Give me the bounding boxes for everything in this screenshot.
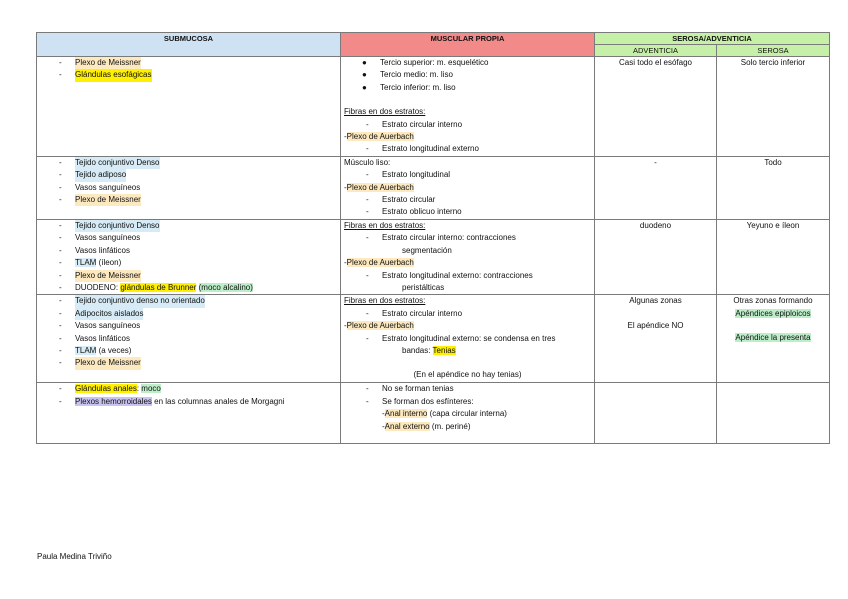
list-item: Tejido conjuntivo denso no orientado — [75, 295, 205, 307]
apendice-presenta: Apéndice la presenta — [735, 333, 811, 343]
table-row — [37, 57, 830, 157]
plexo-auerbach: Plexo de Auerbach — [346, 132, 414, 142]
list-item: Tejido adiposo — [75, 169, 126, 181]
adventicia-cell: - — [595, 156, 717, 219]
submucosa-cell: - Glándulas anales: moco - Plexos hemorroidales en las columnas anales de Morgagni — [37, 383, 341, 444]
duodeno-label: DUODENO: — [75, 282, 121, 292]
header-muscular-propia: MUSCULAR PROPIA — [341, 33, 595, 57]
table-row — [37, 219, 830, 294]
submucosa-cell: - Tejido conjuntivo denso no orientado - Adipocitos aislados - Vasos sanguíneos - Vasos linfáticos - TLAM (a veces) - Plexo de Meissner — [37, 295, 341, 383]
tlam-label: TLAM — [75, 345, 97, 355]
adventicia-cell: duodeno — [595, 219, 717, 294]
list-item: Tercio superior: m. esquelético — [380, 58, 489, 67]
list-item: Adipocitos aislados — [75, 308, 143, 320]
list-item: Estrato oblicuo interno — [382, 207, 462, 217]
list-item: Estrato longitudinal externo — [382, 144, 479, 154]
plexo-auerbach: Plexo de Auerbach — [346, 321, 414, 331]
serosa-cell: Yeyuno e íleon — [717, 219, 830, 294]
list-item: No se forman tenias — [382, 384, 454, 394]
muscular-cell: Músculo liso: - Estrato longitudinal -Plexo de Auerbach - Estrato circular - Estrato oblicuo interno — [341, 156, 595, 219]
list-item: Tercio medio: m. liso — [380, 70, 453, 80]
apendice-note: (En el apéndice no hay tenias) — [413, 370, 522, 380]
list-item: Estrato longitudinal externo: se condensa en tres — [382, 333, 556, 343]
list-item: Vasos sanguíneos — [75, 233, 141, 243]
adventicia-cell: Casi todo el esófago — [595, 57, 717, 157]
submucosa-cell: - Tejido conjuntivo Denso - Vasos sanguíneos - Vasos linfáticos - TLAM (íleon) - Plexo de Meissner - DUODENO: glándulas de Brunner (moco alcalino) — [37, 219, 341, 294]
list-item: Plexo de Meissner — [75, 357, 141, 369]
table-row — [37, 383, 830, 444]
anal-externo: Anal externo — [384, 421, 430, 431]
header-submucosa: SUBMUCOSA — [37, 33, 341, 57]
list-item: Estrato circular — [382, 195, 436, 205]
adventicia-cell: Algunas zonas El apéndice NO — [595, 295, 717, 383]
histology-table — [36, 32, 830, 444]
plexos-hemorroidales: Plexos hemorroidales — [75, 396, 152, 406]
list-item: Tercio inferior: m. liso — [380, 82, 456, 92]
muscular-cell: Fibras en dos estratos: - Estrato circular interno: contracciones segmentación -Plexo de Auerbach - Estrato longitudinal externo: contracciones peristálticas — [341, 219, 595, 294]
author-name: Paula Medina Triviño — [37, 552, 112, 561]
serosa-cell — [717, 383, 830, 444]
muscle-title: Músculo liso: — [344, 157, 391, 167]
apendices-epiploicos: Apéndices epiploicos — [735, 308, 811, 318]
list-item: Estrato longitudinal — [382, 170, 451, 180]
list-item: Plexo de Meissner — [75, 57, 141, 69]
glandulas-anales: Glándulas anales — [75, 384, 137, 394]
list-item: Vasos sanguíneos — [75, 321, 141, 331]
table-row — [37, 295, 830, 383]
list-item: Glándulas esofágicas — [75, 69, 152, 81]
tlam-note: (a veces) — [96, 345, 132, 355]
tlam-label: TLAM — [75, 258, 97, 268]
plexo-auerbach: Plexo de Auerbach — [346, 258, 414, 268]
list-item: Vasos linfáticos — [75, 245, 130, 255]
anal-interno: Anal interno — [384, 409, 428, 419]
adventicia-cell — [595, 383, 717, 444]
list-item: Tejido conjuntivo Denso — [75, 220, 160, 232]
list-item: Plexo de Meissner — [75, 194, 141, 206]
plexo-auerbach: Plexo de Auerbach — [346, 182, 414, 192]
fibras-heading: Fibras en dos estratos: — [344, 220, 426, 230]
list-item: Plexo de Meissner — [75, 270, 141, 282]
moco-label: moco — [141, 384, 161, 394]
list-item: Vasos sanguíneos — [75, 182, 141, 192]
serosa-cell: Otras zonas formando Apéndices epiploicos Apéndice la presenta — [717, 295, 830, 383]
fibras-heading: Fibras en dos estratos: — [344, 296, 426, 306]
table-row — [37, 156, 830, 219]
serosa-cell: Solo tercio inferior — [717, 57, 830, 157]
fibras-heading: Fibras en dos estratos: — [344, 107, 426, 117]
list-item: Estrato circular interno — [382, 119, 463, 129]
tlam-note: (íleon) — [96, 258, 122, 268]
serosa-cell: Todo — [717, 156, 830, 219]
list-item: Vasos linfáticos — [75, 333, 130, 343]
list-item: Estrato circular interno — [382, 308, 463, 318]
header-adventicia: ADVENTICIA — [595, 45, 717, 57]
submucosa-cell: - Tejido conjuntivo Denso - Tejido adiposo - Vasos sanguíneos - Plexo de Meissner — [37, 156, 341, 219]
muscular-cell: Fibras en dos estratos: - Estrato circular interno -Plexo de Auerbach - Estrato longitudinal externo: se condensa en tres bandas: Tenias (En el apéndice no hay tenias) — [341, 295, 595, 383]
header-serosa: SEROSA — [717, 45, 830, 57]
list-item: Estrato circular interno: contracciones — [382, 233, 516, 243]
moco-alcalino-label: (moco alcalino) — [198, 282, 253, 292]
submucosa-cell: - Plexo de Meissner - Glándulas esofágicas — [37, 57, 341, 157]
list-item: Se forman dos esfínteres: — [382, 396, 474, 406]
tenias-label: Tenias — [432, 345, 456, 355]
muscular-cell: ● Tercio superior: m. esquelético ● Tercio medio: m. liso ● Tercio inferior: m. liso Fibras en dos estratos: - Estrato circular interno -Plexo de Auerbach - Estrato longitudinal externo — [341, 57, 595, 157]
header-serosa-adventicia: SEROSA/ADVENTICIA — [595, 33, 830, 45]
muscular-cell: - No se forman tenias - Se forman dos esfínteres: -Anal interno (capa circular interna) -Anal externo (m. periné) — [341, 383, 595, 444]
list-item: Estrato longitudinal externo: contracciones — [382, 270, 533, 280]
brunner-label: glándulas de Brunner — [120, 282, 197, 292]
list-item: Tejido conjuntivo Denso — [75, 157, 160, 169]
